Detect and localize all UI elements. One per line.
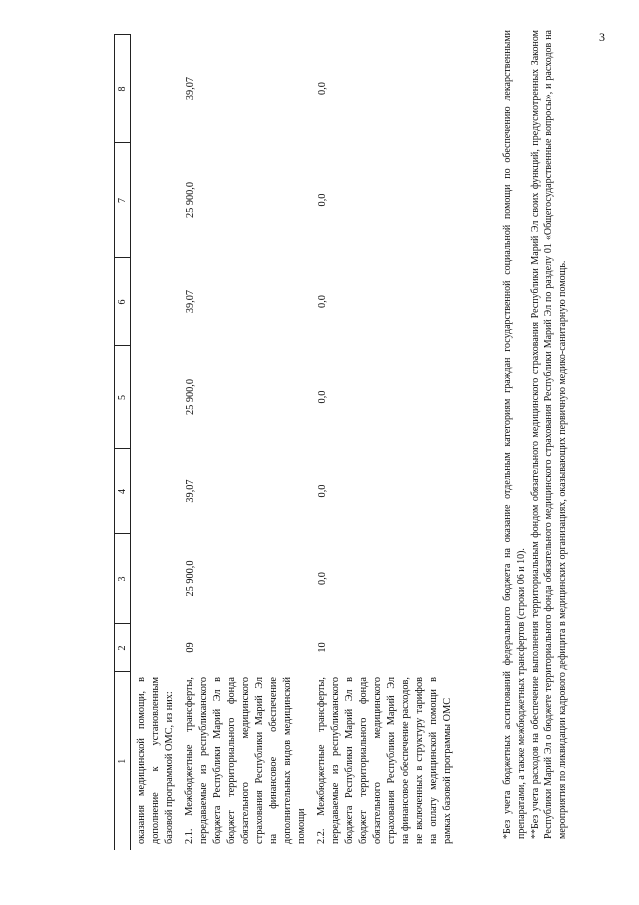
table-cell: 0,0 <box>317 193 328 207</box>
table-cell: 39,07 <box>185 76 196 101</box>
column-number: 4 <box>115 449 131 534</box>
table-cell: 25 900,0 <box>185 560 196 597</box>
row-code: 09 <box>185 642 196 653</box>
footnote-single-asterisk: *Без учета бюджетных ассигнований федерального бюджета на оказание отдельным категориям граждан государственной социальной помощи по обеспечению лекарственными препаратами, а также межбюджетных трансфертов (строки 06 и 10). <box>502 30 527 839</box>
table-cell <box>131 143 180 258</box>
column-number: 8 <box>115 35 131 143</box>
table-cell <box>131 534 180 624</box>
row-code: 10 <box>317 642 328 653</box>
table-cell: 0,0 <box>317 295 328 308</box>
table-cell: 0,0 <box>317 82 328 95</box>
row-description: оказания медицинской помощи, в дополнение к установленным базовой программой ОМС, из них: <box>136 677 175 844</box>
row-description: 2.2. Межбюджетные трансферты, передаваемые из республиканского бюджета Республики Марий Эл в бюджет территориального фонда обязательного медицинского страхования Республики Марий Эл на финансовое обеспечение расходов, не включенных в структуру тарифов на оплату медицинской помощи в рамках базовой программы ОМС <box>316 677 453 844</box>
footnotes <box>501 30 570 845</box>
rotated-page-content <box>114 30 584 845</box>
table-row <box>311 35 457 850</box>
table-row <box>179 35 311 850</box>
table-cell <box>131 346 180 449</box>
table-cell: 0,0 <box>317 390 328 404</box>
table-row <box>131 35 180 850</box>
column-number: 5 <box>115 346 131 449</box>
table-cell <box>131 258 180 346</box>
column-number: 7 <box>115 143 131 258</box>
table-cell: 39,07 <box>185 289 196 314</box>
column-number-row <box>115 35 131 850</box>
row-code <box>131 624 180 672</box>
table-cell: 25 900,0 <box>185 378 196 416</box>
row-description: 2.1. Межбюджетные трансферты, передаваемые из республиканского бюджета Республики Марий Эл в бюджет территориального фонда обязательного медицинского страхования Республики Марий Эл на финансовое обеспечение дополнительных видов медицинской помощи <box>184 677 307 844</box>
footnote-double-asterisk: **Без учета расходов на обеспечение выполнения территориальным фондом обязательного медицинского страхования Республики Марий Эл своих функций, предусмотренных Законом Республики Марий Эл о бюджете территориального фонда обязательного медицинского страхования Республики Марий Эл по разделу 01 «Общегосударственные вопросы», и расходов на мероприятия по ликвидации кадрового дефицита в медицинских организациях, оказывающих первичную медико-санитарную помощь. <box>529 30 569 839</box>
table-cell <box>131 35 180 143</box>
table-cell: 0,0 <box>317 572 328 585</box>
table-cell: 0,0 <box>317 484 328 498</box>
column-number: 1 <box>115 672 131 850</box>
column-number: 2 <box>115 624 131 672</box>
page-number: 3 <box>599 30 605 44</box>
table-cell <box>131 449 180 534</box>
column-number: 6 <box>115 258 131 346</box>
table-cell: 25 900,0 <box>185 181 196 219</box>
column-number: 3 <box>115 534 131 624</box>
financing-table <box>114 35 457 851</box>
table-cell: 39,07 <box>185 479 196 503</box>
